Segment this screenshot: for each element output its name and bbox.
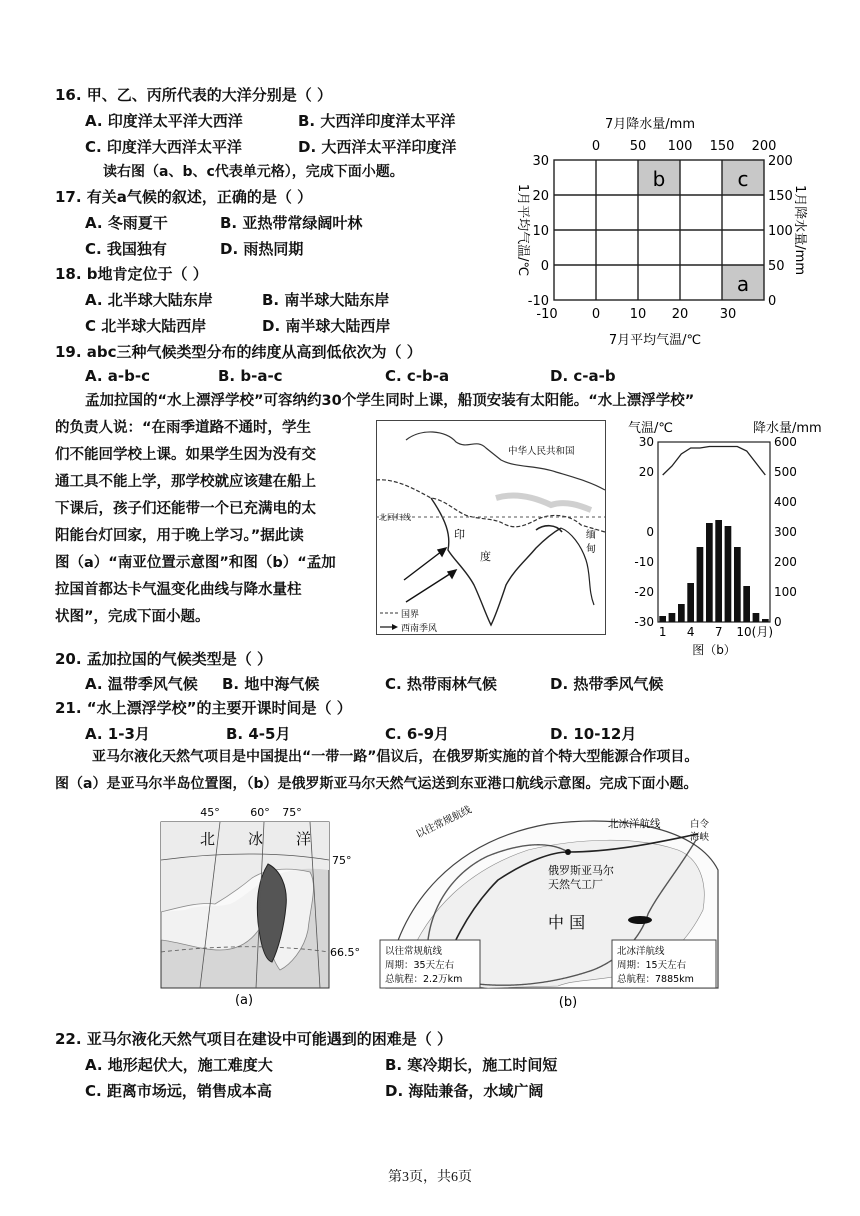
precip-bar — [678, 604, 685, 622]
yamal-map-caption: (a) — [234, 993, 254, 1008]
grid-left-tick: -10 — [527, 294, 549, 309]
passage-yamal-line: 图（a）是亚马尔半岛位置图，（b）是俄罗斯亚马尔天然气运送到东亚港口航线示意图。完成下面小题。 — [55, 776, 698, 792]
passage-bangladesh-line: 状图”，完成下面小题。 — [55, 609, 210, 625]
yamal-label-yang: 洋 — [296, 830, 312, 848]
dhaka-climate-chart — [618, 418, 822, 658]
routes-box-old-line: 周期：35天左右 — [385, 960, 455, 971]
q18-option-d: D. 南半球大陆西岸 — [262, 317, 391, 335]
precip-bar — [697, 547, 704, 622]
routes-plant-label: 俄罗斯亚马尔 — [548, 864, 614, 877]
dhaka-left-tick: -30 — [634, 615, 654, 629]
map-legend-border: 国界 — [401, 610, 420, 620]
q17-option-a: A. 冬雨夏干 — [85, 214, 168, 232]
yamal-label-bing: 冰 — [248, 830, 264, 848]
dhaka-x-tick: 10(月) — [736, 625, 774, 639]
grid-bottom-tick: 20 — [671, 307, 689, 322]
routes-plant-label: 天然气工厂 — [548, 878, 603, 891]
dhaka-right-tick: 600 — [774, 435, 797, 449]
map-india-label: 印 — [454, 528, 465, 541]
q19-option-b: B. b-a-c — [218, 367, 283, 385]
q17-option-c: C. 我国独有 — [85, 240, 167, 258]
passage-bangladesh-line: 们不能回学校上课。如果学生因为没有交 — [55, 447, 316, 463]
q16-option-d: D. 大西洋太平洋印度洋 — [298, 138, 457, 156]
precip-bar — [706, 523, 713, 622]
routes-strait-label: 海峡 — [690, 832, 710, 843]
precip-bar — [734, 547, 741, 622]
routes-china-label: 中 国 — [548, 913, 586, 932]
dhaka-left-tick: -20 — [634, 585, 654, 599]
grid-left-tick: 30 — [532, 154, 549, 169]
precip-bar — [687, 583, 694, 622]
map-legend-monsoon: 西南季风 — [401, 624, 438, 634]
q21-stem: 21. “水上漂浮学校”的主要开课时间是（ ） — [55, 699, 352, 717]
q17-stem: 17. 有关a气候的叙述，正确的是（ ） — [55, 188, 313, 206]
map-myanmar-label: 缅 — [586, 530, 596, 541]
q19-option-c: C. c-b-a — [385, 367, 450, 385]
yamal-lon-45: 45° — [200, 806, 220, 819]
yamal-peninsula-map — [160, 800, 360, 1012]
grid-cell-b-label: b — [652, 167, 666, 191]
q22-option-c: C. 距离市场远，销售成本高 — [85, 1082, 272, 1100]
grid-right-tick: 100 — [768, 224, 793, 239]
dhaka-right-axis-title: 降水量/mm — [753, 421, 822, 436]
q16-option-c: C. 印度洋大西洋太平洋 — [85, 138, 242, 156]
routes-box-arctic-line: 总航程：7885km — [617, 974, 694, 985]
dhaka-right-tick: 100 — [774, 585, 797, 599]
grid-bottom-axis-title: 7月平均气温/℃ — [608, 333, 702, 348]
grid-bottom-tick: 0 — [591, 307, 601, 322]
yamal-lon-60: 60° — [250, 806, 270, 819]
q17-option-b: B. 亚热带常绿阔叶林 — [220, 214, 363, 232]
grid-top-tick: 200 — [751, 139, 777, 154]
grid-top-tick: 100 — [667, 139, 693, 154]
passage-yamal-line: 亚马尔液化天然气项目是中国提出“一带一路”倡议后，在俄罗斯实施的首个特大型能源合作项目。 — [92, 749, 699, 765]
climate-grid-chart — [505, 108, 805, 354]
passage-bangladesh-line: 图（a）“南亚位置示意图”和图（b）“孟加 — [55, 555, 336, 571]
grid-right-tick: 50 — [768, 259, 785, 274]
grid-right-tick: 200 — [768, 154, 793, 169]
passage-bangladesh-line: 的负责人说：“在雨季道路不通时，学生 — [55, 420, 312, 436]
passage-bangladesh-line: 拉国首都达卡气温变化曲线与降水量柱 — [55, 582, 302, 598]
dhaka-left-tick: 0 — [646, 525, 654, 539]
routes-box-old-line: 总航程：2.2万km — [385, 974, 463, 985]
q22-stem: 22. 亚马尔液化天然气项目在建设中可能遇到的困难是（ ） — [55, 1030, 453, 1048]
grid-right-tick: 0 — [768, 294, 777, 309]
dhaka-left-tick: -10 — [634, 555, 654, 569]
q20-option-d: D. 热带季风气候 — [550, 675, 664, 693]
dhaka-x-tick: 4 — [686, 625, 695, 639]
dhaka-left-tick: 30 — [638, 435, 654, 449]
passage-bangladesh-line: 阳能台灯回家，用于晚上学习。”据此读 — [55, 528, 304, 544]
dhaka-x-tick: 7 — [714, 625, 723, 639]
q21-option-d: D. 10-12月 — [550, 725, 637, 743]
routes-port-marker — [628, 916, 652, 924]
passage-bangladesh-line: 通工具不能上学，那学校就应该建在船上 — [55, 474, 316, 490]
routes-map-caption: (b) — [558, 995, 578, 1010]
grid-cell-c-label: c — [737, 167, 749, 191]
grid-top-tick: 50 — [629, 139, 647, 154]
q21-option-a: A. 1-3月 — [85, 725, 150, 743]
yamal-lat-66: 66.5° — [330, 946, 360, 959]
grid-left-axis-title: 1月平均气温/℃ — [515, 183, 530, 277]
grid-bottom-tick: 10 — [629, 307, 647, 322]
q22-option-d: D. 海陆兼备，水域广阔 — [385, 1082, 544, 1100]
dhaka-chart-caption: 图（b） — [692, 643, 736, 657]
shipping-routes-map — [378, 804, 722, 1012]
precip-bar — [725, 526, 732, 622]
precip-bar — [659, 616, 666, 622]
q18-option-a: A. 北半球大陆东岸 — [85, 291, 213, 309]
map-india-label: 度 — [480, 550, 491, 563]
q18-stem: 18. b地肯定位于（ ） — [55, 265, 208, 283]
dhaka-left-tick: 20 — [638, 465, 654, 479]
dhaka-left-axis-title: 气温/℃ — [628, 421, 673, 436]
routes-box-arctic-line: 北冰洋航线 — [617, 946, 665, 957]
dhaka-right-tick: 300 — [774, 525, 797, 539]
grid-bottom-tick: 30 — [719, 307, 737, 322]
q16-stem: 16. 甲、乙、丙所代表的大洋分别是（ ） — [55, 86, 333, 104]
grid-left-tick: 10 — [532, 224, 549, 239]
q20-option-c: C. 热带雨林气候 — [385, 675, 497, 693]
dhaka-right-tick: 500 — [774, 465, 797, 479]
yamal-lon-75: 75° — [282, 806, 302, 819]
precip-bar — [762, 619, 769, 622]
passage-bangladesh-line: 下课后，孩子们还能带一个已充满电的太 — [55, 501, 316, 517]
q21-option-b: B. 4-5月 — [226, 725, 291, 743]
precip-bar — [715, 520, 722, 622]
yamal-label-bei: 北 — [200, 830, 216, 848]
q19-option-a: A. a-b-c — [85, 367, 151, 385]
precip-bar — [743, 586, 750, 622]
q20-option-b: B. 地中海气候 — [222, 675, 320, 693]
dhaka-right-tick: 200 — [774, 555, 797, 569]
intro-abc: 读右图（a、b、c代表单元格），完成下面小题。 — [103, 164, 404, 180]
q22-option-b: B. 寒冷期长，施工时间短 — [385, 1056, 558, 1074]
dhaka-x-tick: 1 — [658, 625, 667, 639]
dhaka-right-tick: 400 — [774, 495, 797, 509]
yamal-lat-75: 75° — [332, 854, 352, 867]
q20-stem: 20. 孟加拉国的气候类型是（ ） — [55, 650, 273, 668]
south-asia-map — [376, 420, 606, 635]
passage-bangladesh-line: 孟加拉国的“水上漂浮学校”可容纳约30个学生同时上课，船顶安装有太阳能。“水上漂浮学校” — [85, 393, 695, 409]
q22-option-a: A. 地形起伏大，施工难度大 — [85, 1056, 273, 1074]
map-myanmar-label: 甸 — [586, 544, 596, 555]
routes-box-old-line: 以往常规航线 — [385, 946, 443, 957]
map-china-label: 中华人民共和国 — [508, 446, 575, 457]
precip-bar — [669, 613, 676, 622]
grid-top-tick: 150 — [709, 139, 735, 154]
grid-left-tick: 20 — [532, 189, 549, 204]
routes-plant-marker — [565, 849, 571, 855]
routes-strait-label: 白令 — [690, 819, 710, 830]
grid-top-tick: 0 — [591, 139, 601, 154]
q20-option-a: A. 温带季风气候 — [85, 675, 198, 693]
q18-option-b: B. 南半球大陆东岸 — [262, 291, 390, 309]
q17-option-d: D. 雨热同期 — [220, 240, 304, 258]
routes-label-old: 以往常规航线 — [414, 804, 474, 841]
page-footer: 第3页，共6页 — [388, 1170, 472, 1185]
grid-right-tick: 150 — [768, 189, 793, 204]
dhaka-right-tick: 0 — [774, 615, 782, 629]
q19-stem: 19. abc三种气候类型分布的纬度从高到低依次为（ ） — [55, 343, 422, 361]
grid-left-tick: 0 — [540, 259, 549, 274]
grid-bottom-tick: -10 — [536, 307, 558, 322]
map-tropic-label: 北回归线 — [379, 513, 411, 522]
precip-bar — [753, 613, 760, 622]
dhaka-plot-frame — [658, 442, 770, 622]
q18-option-c: C 北半球大陆西岸 — [85, 317, 207, 335]
routes-label-arctic: 北冰洋航线 — [608, 818, 661, 830]
q19-option-d: D. c-a-b — [550, 367, 616, 385]
q16-option-a: A. 印度洋太平洋大西洋 — [85, 112, 243, 130]
q16-option-b: B. 大西洋印度洋太平洋 — [298, 112, 456, 130]
routes-box-arctic-line: 周期：15天左右 — [617, 960, 687, 971]
grid-right-axis-title: 1月降水量/mm — [792, 185, 807, 275]
q21-option-c: C. 6-9月 — [385, 725, 450, 743]
dhaka-temperature-line — [663, 447, 766, 476]
grid-cell-a-label: a — [736, 272, 750, 296]
grid-top-axis-title: 7月降水量/mm — [605, 117, 695, 132]
